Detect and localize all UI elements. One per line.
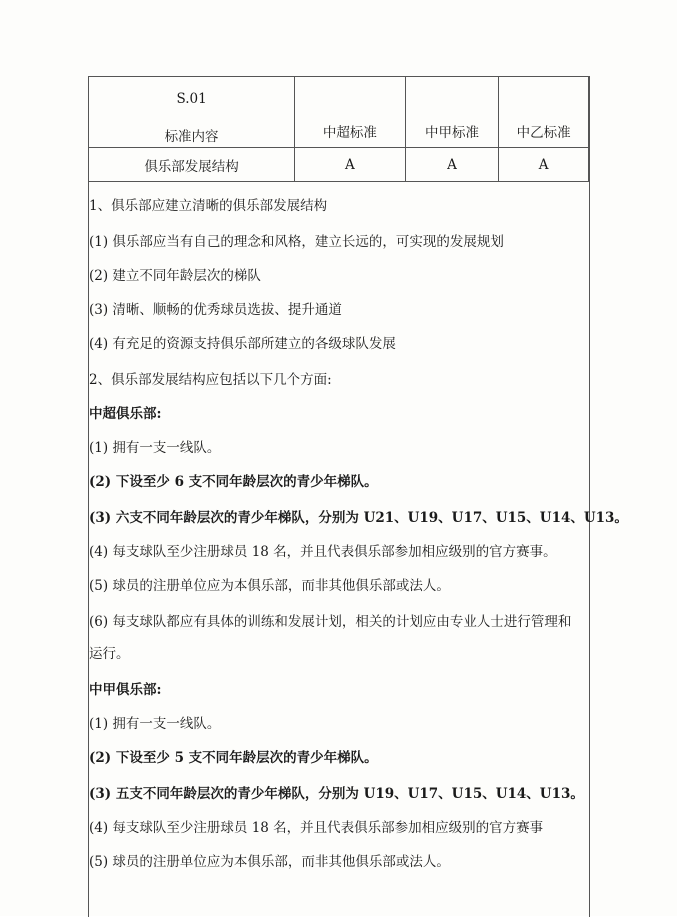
text-line: (3) 清晰、顺畅的优秀球员选拔、提升通道: [89, 302, 342, 318]
text-line: (2) 建立不同年龄层次的梯队: [89, 268, 261, 284]
text-line: (4) 每支球队至少注册球员 18 名，并且代表俱乐部参加相应级别的官方赛事: [89, 820, 544, 836]
header-row: [89, 77, 589, 148]
text-line: (5) 球员的注册单位应为本俱乐部，而非其他俱乐部或法人。: [89, 578, 450, 594]
col-cl2-label: 中乙标准: [516, 125, 571, 141]
text-line: 运行。: [89, 646, 130, 662]
text-line: (1) 拥有一支一线队。: [89, 716, 221, 732]
section-heading-csl: 中超俱乐部:: [89, 406, 162, 422]
standard-content-cell: [89, 77, 295, 148]
text-line: (5) 球员的注册单位应为本俱乐部，而非其他俱乐部或法人。: [89, 854, 450, 870]
grade-cl1: A: [405, 148, 499, 182]
text-line-bold: (2) 下设至少 6 支不同年龄层次的青少年梯队。: [89, 474, 378, 490]
text-line: (1) 俱乐部应当有自己的理念和风格，建立长远的，可实现的发展规划: [89, 234, 504, 250]
standard-content-label: 标准内容: [164, 129, 219, 145]
col-cl2-standard: [499, 77, 589, 148]
section-heading-cl1: 中甲俱乐部:: [89, 682, 162, 698]
col-cl1-standard: [405, 77, 499, 148]
row-label: 俱乐部发展结构: [89, 148, 295, 182]
col-csl-standard: [295, 77, 406, 148]
grade-cl2: A: [499, 148, 589, 182]
text-line: 2、俱乐部发展结构应包括以下几个方面:: [89, 372, 332, 388]
text-line: (1) 拥有一支一线队。: [89, 440, 221, 456]
standard-code: S.01: [176, 91, 207, 107]
text-line: 1、俱乐部应建立清晰的俱乐部发展结构: [89, 198, 328, 214]
standards-header-table: [88, 76, 589, 182]
text-line-bold: (3) 五支不同年龄层次的青少年梯队，分别为 U19、U17、U15、U14、U13。: [89, 786, 584, 802]
grade-csl: A: [295, 148, 406, 182]
grade-row: [89, 148, 589, 182]
text-line: (4) 每支球队至少注册球员 18 名，并且代表俱乐部参加相应级别的官方赛事。: [89, 544, 557, 560]
col-csl-label: 中超标准: [322, 125, 377, 141]
text-line-bold: (2) 下设至少 5 支不同年龄层次的青少年梯队。: [89, 750, 378, 766]
text-line: (4) 有充足的资源支持俱乐部所建立的各级球队发展: [89, 336, 396, 352]
col-cl1-label: 中甲标准: [425, 125, 479, 141]
text-line-bold: (3) 六支不同年龄层次的青少年梯队，分别为 U21、U19、U17、U15、U14、U13。: [89, 510, 628, 526]
text-line: (6) 每支球队都应有具体的训练和发展计划，相关的计划应由专业人士进行管理和: [89, 614, 572, 630]
